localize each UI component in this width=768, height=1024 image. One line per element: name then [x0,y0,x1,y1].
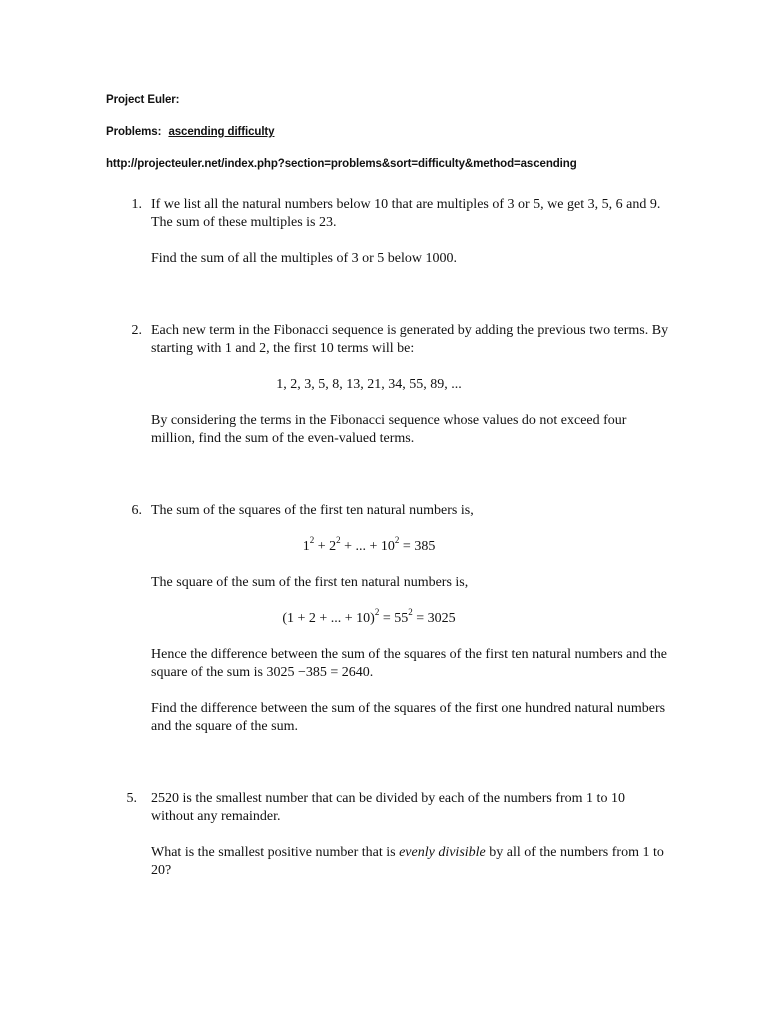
problem-6-difference-example: Hence the difference between the sum of the squares of the first ten natural numbers and the square of the sum is 3025 −385 = 2640. [151,647,667,680]
ascending-difficulty-link[interactable]: ascending difficulty [168,126,275,138]
fibonacci-sequence: 1, 2, 3, 5, 8, 13, 21, 34, 55, 89, ... [276,377,462,392]
problem-2-statement: Each new term in the Fibonacci sequence is generated by adding the previous two terms. By starting with 1 and 2, the first 10 terms will be: [151,323,669,356]
problem-5-number: 5. [126,791,137,806]
problem-2-number: 2. [131,323,142,338]
problem-1-statement: If we list all the natural numbers below 10 that are multiples of 3 or 5, we get 3, 5, 6 and 9. The sum of these multiples is 23. [151,197,661,230]
problem-5-question: What is the smallest positive number that is evenly divisible by all of the numbers from 1 to 20? [151,845,664,878]
problem-1-question: Find the sum of all the multiples of 3 or 5 below 1000. [151,251,458,266]
problem-6-number: 6. [131,503,142,518]
problem-6-statement: The sum of the squares of the first ten natural numbers is, [151,503,474,518]
problem-2-question: By considering the terms in the Fibonacci sequence whose values do not exceed four million, find the sum of the even-valued terms. [151,413,627,446]
sum-of-squares-equation: $1^2 + 2^2$ + ... + $10^2 = 385$ [302,535,436,554]
source-url[interactable]: http://projecteuler.net/index.php?section=problems&sort=difficulty&method=ascending [106,158,577,170]
problem-1-number: 1. [131,197,142,212]
problem-6-question: Find the difference between the sum of the squares of the first one hundred natural numbers and the square of the sum. [151,701,666,734]
problem-5-statement: 2520 is the smallest number that can be divided by each of the numbers from 1 to 10 without any remainder. [151,791,625,824]
problems-label: Problems: [106,126,162,138]
problems-heading [106,126,274,138]
problem-6-square-of-sum-intro: The square of the sum of the first ten natural numbers is, [151,575,469,590]
evenly-divisible-emphasis: evenly divisible [399,845,486,860]
square-of-sum-equation: (1 + 2 + ... + $10)^2 = 55^2 = 3025$ [282,607,456,626]
document-title: Project Euler: [106,94,180,106]
